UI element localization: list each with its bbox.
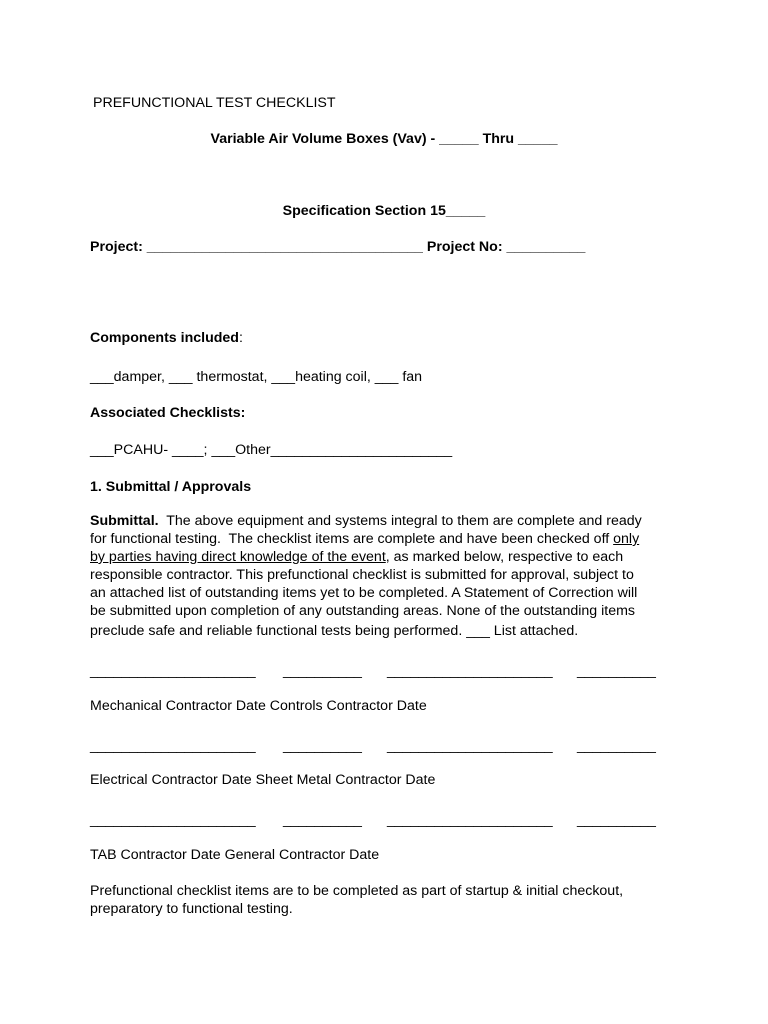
- project-line: [90, 238, 585, 256]
- date-blank: __________: [577, 663, 656, 679]
- closing-note-line-2: preparatory to functional testing.: [90, 901, 293, 917]
- signature-row-3-labels: TAB Contractor Date General Contractor Date: [90, 847, 380, 863]
- date-blank: __________: [577, 738, 656, 754]
- signature-blank: _____________________: [90, 812, 256, 828]
- components-list: ___damper, ___ thermostat, ___heating coil, ___ fan: [90, 369, 423, 385]
- submittal-paragraph: [90, 512, 680, 640]
- date-blank: __________: [577, 812, 656, 828]
- submittal-line-3: by parties having direct knowledge of the event, as marked below, respective to each: [90, 549, 624, 565]
- project-label: Project: ___________________________________: [90, 239, 423, 255]
- project-no-label: Project No: __________: [426, 239, 586, 255]
- signature-row-1-labels: Mechanical Contractor Date Controls Contractor Date: [90, 698, 427, 714]
- date-blank: __________: [283, 812, 362, 828]
- components-colon: :: [238, 330, 243, 346]
- submittal-line-6: be submitted upon completion of any outstanding areas. None of the outstanding items: [90, 603, 635, 619]
- submittal-lead: Submittal.: [90, 513, 159, 529]
- underlined-text: only: [613, 531, 640, 547]
- spec-section-line: Specification Section 15_____: [282, 203, 486, 219]
- document-heading: PREFUNCTIONAL TEST CHECKLIST: [93, 95, 336, 111]
- signature-blank: _____________________: [387, 812, 553, 828]
- associated-checklists-heading: Associated Checklists:: [90, 405, 246, 421]
- signature-blank: _____________________: [387, 663, 553, 679]
- signature-blank: _____________________: [387, 738, 553, 754]
- signature-blank: _____________________: [90, 738, 256, 754]
- signature-blank: _____________________: [90, 663, 256, 679]
- date-blank: __________: [283, 738, 362, 754]
- document-subtitle: Variable Air Volume Boxes (Vav) - _____ Thru _____: [210, 131, 558, 147]
- submittal-line-2: for functional testing. The checklist items are complete and have been checked off only: [90, 531, 640, 547]
- components-heading: Components included: [90, 330, 239, 346]
- components-heading-line: [90, 329, 243, 347]
- closing-note-line-1: Prefunctional checklist items are to be completed as part of startup & initial checkout,: [90, 883, 624, 899]
- section-1-heading: 1. Submittal / Approvals: [90, 479, 252, 495]
- submittal-line-1: Submittal. The above equipment and systems integral to them are complete and ready: [90, 513, 642, 529]
- date-blank: __________: [283, 663, 362, 679]
- submittal-line-5: an attached list of outstanding items yet to be completed. A Statement of Correction will: [90, 585, 638, 601]
- submittal-line-7: preclude safe and reliable functional tests being performed. ___ List attached.: [90, 623, 579, 639]
- underlined-text: by parties having direct knowledge of the event: [90, 549, 386, 565]
- signature-row-2-labels: Electrical Contractor Date Sheet Metal Contractor Date: [90, 772, 436, 788]
- submittal-line-4: responsible contractor. This prefunctional checklist is submitted for approval, subject to: [90, 567, 634, 583]
- associated-checklists-list: ___PCAHU- ____; ___Other_______________________: [90, 442, 453, 458]
